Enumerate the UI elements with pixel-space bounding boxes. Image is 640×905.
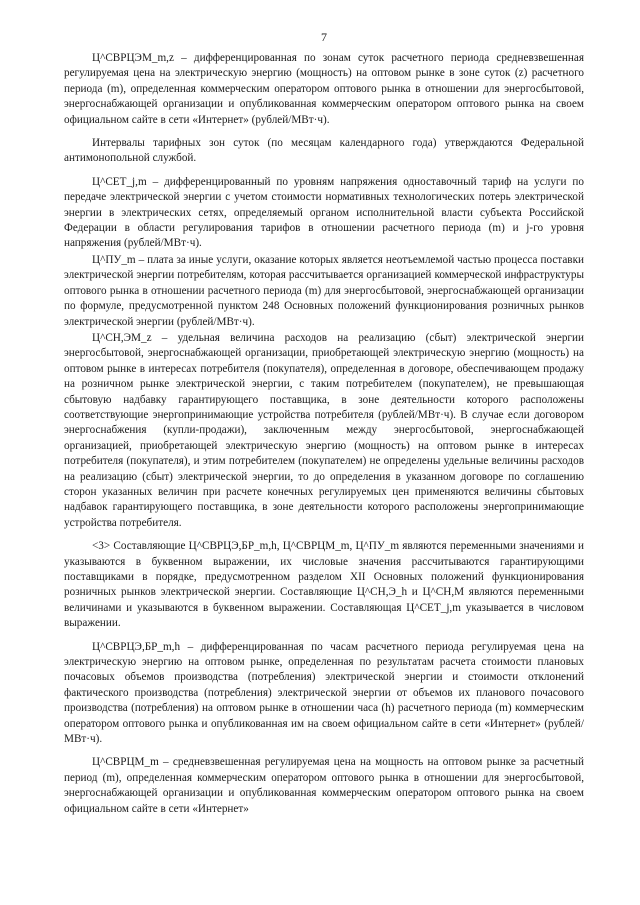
paragraph-pu-fee: Ц^ПУ_m – плата за иные услуги, оказание которых является неотъемлемой частью процесса поставки электрической энергии потребителям, которая рассчитывается организацией коммерческой инфраструктуры оптового рынка в отношении расчетного периода (m) для энергосбытовой, энергоснабжающей организации по формуле, предусмотренной пунктом 248 Основных положений функционирования розничных рынков электрической энергии (рублей/МВт·ч). — [64, 253, 584, 328]
page-number: 7 — [321, 30, 327, 44]
paragraph-svrcem-definition: Ц^СВРЦЭМ_m,z – дифференцированная по зонам суток расчетного периода средневзвешенная регулируемая цена на электрическую энергию (мощность) на оптовом рынке в зоне суток (z) расчетного периода (m), определенная коммерческим оператором оптового рынка в отношении для энергосбытовой, энергоснабжающей организации и опубликованная коммерческим оператором оптового рынка на своем официальном сайте в сети «Интернет» (рублей/МВт·ч). — [64, 52, 584, 126]
paragraph-sn-em: Ц^СН,ЭМ_z – удельная величина расходов на реализацию (сбыт) электрической энергии энергосбытовой, энергоснабжающей организации, приобретающей электрическую энергию (мощность) на оптовом рынке в интересах потребителя (покупателя), определенная в договоре, обеспечивающем продажу на розничном рынке электрической энергии, с таким потребителем (покупателем), не превышающая сбытовую надбавку гарантирующего поставщика, в зоне деятельности которого расположены соответствующие энергопринимающие устройства потребителя (рублей/МВт·ч). В случае если договором энергоснабжения (купли-продажи), заключенным между энергосбытовой, энергоснабжающей организацией, приобретающей электрическую энергию (мощность) на оптовом рынке в интересах потребителя (покупателя), и этим потребителем (покупателем) не определены удельные величины расходов на реализацию (сбыт) электрической энергии, то до определения в указанном договоре по соглашению сторон указанных величин при расчете конечных регулируемых цен применяются величины сбытовых надбавок гарантирующего поставщика, в зоне деятельности которого расположены энергопринимающие устройства потребителя. — [64, 331, 584, 529]
paragraph-tariff-zones: Интервалы тарифных зон суток (по месяцам календарного года) утверждаются Федеральной антимонопольной службой. — [64, 137, 584, 165]
paragraph-svrce-br: Ц^СВРЦЭ,БР_m,h – дифференцированная по часам расчетного периода регулируемая цена на электрическую энергию на оптовом рынке, определенная по результатам расчета стоимости плановых почасовых объемов производства (потребления) электрической энергии и стоимости отклонений фактического производства (потребления) электрической энергии от объемов их планового почасового производства (потребления) на оптовом рынке в отношении часа (h) расчетного периода (m) коммерческим оператором оптового рынка и опубликованная им на своем официальном сайте в сети «Интернет» (рублей/МВт·ч). — [64, 640, 584, 746]
paragraph-set-tariff: Ц^СЕТ_j,m – дифференцированный по уровням напряжения одноставочный тариф на услуги по передаче электрической энергии с учетом стоимости нормативных технологических потерь электрической энергии в электрических сетях, определяемый органом исполнительной власти субъекта Российской Федерации в области регулирования тарифов в отношении расчетного периода (m) и j-го уровня напряжения (рублей/МВт·ч). — [64, 175, 584, 250]
paragraph-footnote-3: <3> Составляющие Ц^СВРЦЭ,БР_m,h, Ц^СВРЦМ_m, Ц^ПУ_m являются переменными значениями и указываются в буквенном выражении, их числовые значения рассчитываются гарантирующими поставщиками в порядке, предусмотренном разделом XII Основных положений функционирования розничных рынков электрической энергии. Составляющие Ц^СН,Э_h и Ц^СН,М являются переменными величинами и указываются в буквенном выражении. Составляющая Ц^СЕТ_j,m указывается в числовом выражении. — [64, 540, 584, 630]
paragraph-svrcm: Ц^СВРЦМ_m – средневзвешенная регулируемая цена на мощность на оптовом рынке за расчетный период (m), определенная коммерческим оператором оптового рынка в отношении для энергосбытовой, энергоснабжающей организации и опубликованная коммерческим оператором оптового рынка на своем официальном сайте в сети «Интернет» — [64, 756, 584, 815]
